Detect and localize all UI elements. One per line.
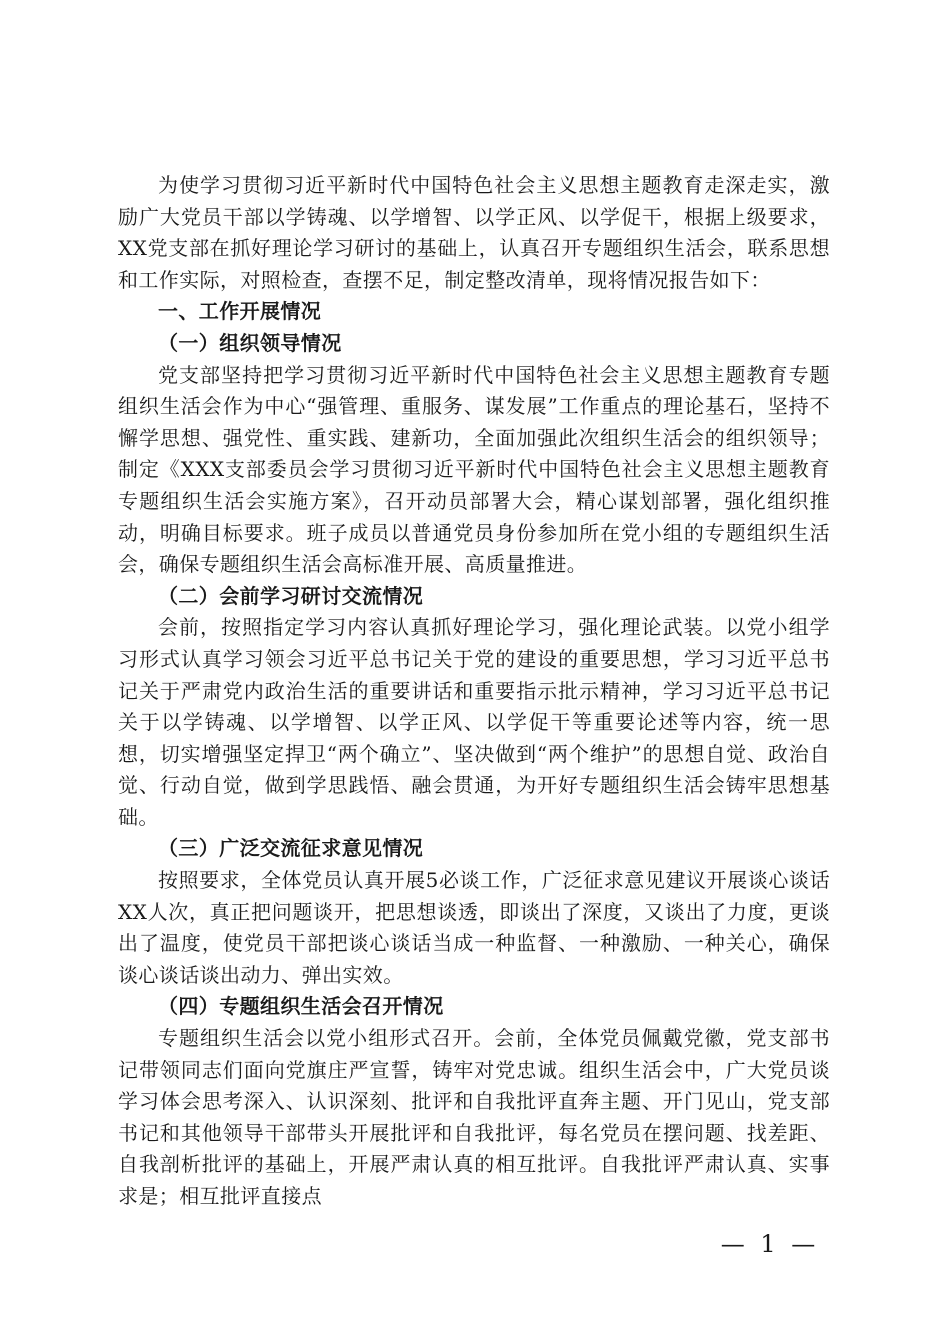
subheading-meeting-held: （四）专题组织生活会召开情况 [158,994,444,1019]
paragraph-organization-leadership: 党支部坚持把学习贯彻习近平新时代中国特色社会主义思想主题教育专题组织生活会作为中心“强管理、重服务、谋发展”工作重点的理论基石，坚持不懈学思想、强党性、重实践、建新功，全面加强此次组织生活会的组织领导；制定《XXX支部委员会学习贯彻习近平新时代中国特色社会主义思想主题教育专题组织生活会实施方案》，召开动员部署大会，精心谋划部署，强化组织推动，明确目标要求。班子成员以普通党员身份参加所在党小组的专题组织生活会，确保专题组织生活会高标准开展、高质量推进。 [118,362,830,577]
subheading-organization-leadership: （一）组织领导情况 [158,330,342,355]
document-body [118,170,830,1213]
page-number: — 1 — [720,1230,820,1258]
paragraph-meeting-held: 专题组织生活会以党小组形式召开。会前，全体党员佩戴党徽，党支部书记带领同志们面向党旗庄严宣誓，铸牢对党忠诚。组织生活会中，广大党员谈学习体会思考深入、认识深刻、批评和自我批评直奔主题、开门见山，党支部书记和其他领导干部带头开展批评和自我批评，每名党员在摆问题、找差距、自我剖析批评的基础上，开展严肃认真的相互批评。自我批评严肃认真、实事求是；相互批评直接点 [118,1026,830,1208]
subheading-soliciting-opinions: （三）广泛交流征求意见情况 [158,836,424,861]
paragraph-pre-meeting-study: 会前，按照指定学习内容认真抓好理论学习，强化理论武装。以党小组学习形式认真学习领会习近平总书记关于党的建设的重要思想，学习习近平总书记关于严肃党内政治生活的重要讲话和重要指示批示精神，学习习近平总书记关于以学铸魂、以学增智、以学正风、以学促干等重要论述等内容，统一思想，切实增强坚定捍卫“两个确立”、坚决做到“两个维护”的思想自觉、政治自觉、行动自觉，做到学思践悟、融会贯通，为开好专题组织生活会铸牢思想基础。 [118,615,830,829]
subheading-pre-meeting-study: （二）会前学习研讨交流情况 [158,583,424,608]
intro-paragraph: 为使学习贯彻习近平新时代中国特色社会主义思想主题教育走深走实，激励广大党员干部以学铸魂、以学增智、以学正风、以学促干，根据上级要求，XX党支部在抓好理论学习研讨的基础上，认真召开专题组织生活会，联系思想和工作实际，对照检查，查摆不足，制定整改清单，现将情况报告如下： [118,173,830,292]
section-heading-work-progress: 一、工作开展情况 [158,299,322,324]
paragraph-soliciting-opinions: 按照要求，全体党员认真开展5必谈工作，广泛征求意见建议开展谈心谈话XX人次，真正把问题谈开，把思想谈透，即谈出了深度，又谈出了力度，更谈出了温度，使党员干部把谈心谈话当成一种监督、一种激励、一种关心，确保谈心谈话谈出动力、弹出实效。 [118,868,830,987]
